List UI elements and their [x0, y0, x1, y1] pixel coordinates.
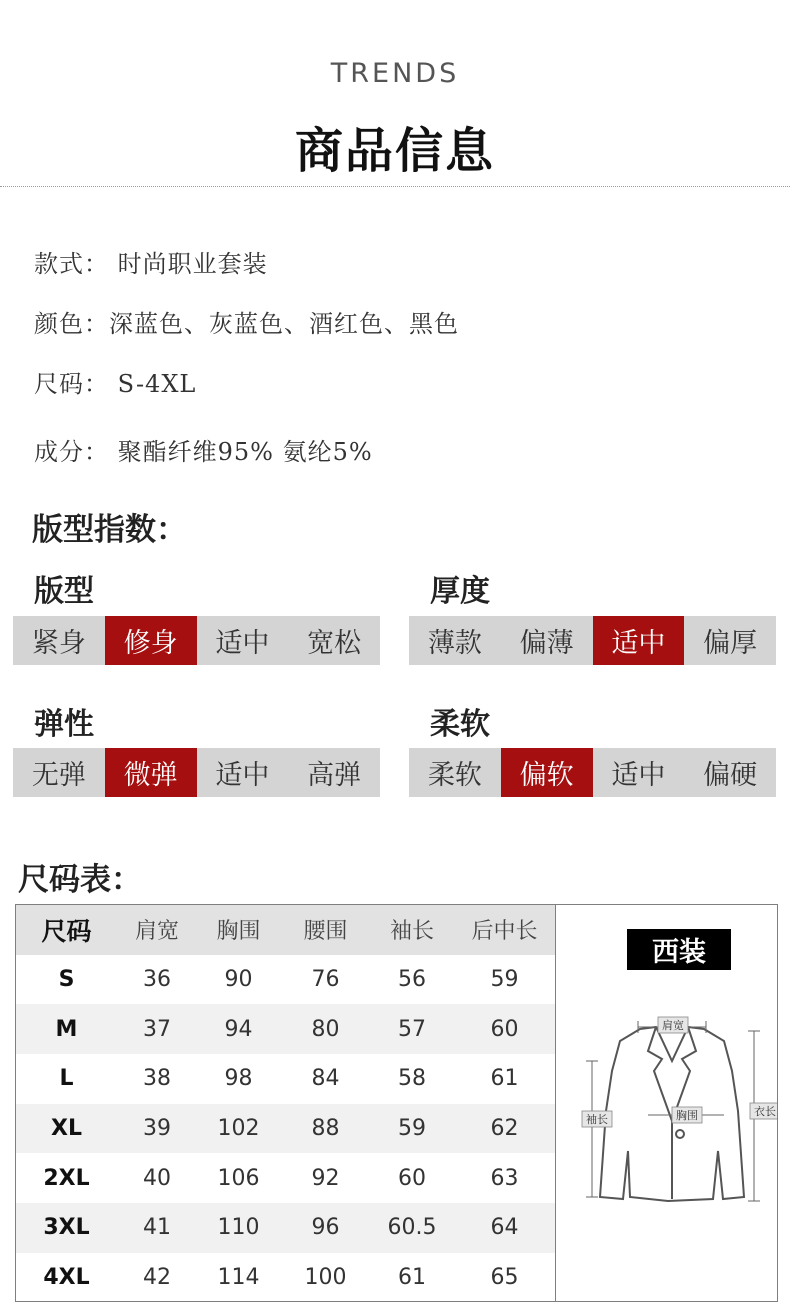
table-row	[16, 1203, 556, 1253]
column-header: 后中长	[453, 905, 556, 955]
table-cell: 58	[398, 1066, 426, 1092]
table-cell: 42	[143, 1265, 171, 1291]
column-header: 尺码	[16, 905, 117, 955]
size-label-cell: 4XL	[43, 1265, 90, 1291]
fit-option: 宽松	[307, 628, 362, 659]
column-header: 袖长	[371, 905, 453, 955]
table-cell: 40	[143, 1165, 171, 1191]
table-cell: 64	[453, 1203, 556, 1253]
table-cell: 60	[398, 1165, 426, 1191]
table-cell: 110	[197, 1203, 280, 1253]
column-header: 肩宽	[117, 905, 197, 955]
table-cell: 96	[280, 1203, 371, 1253]
fit-option: 紧身	[31, 628, 86, 659]
table-cell: 61	[490, 1066, 519, 1092]
table-cell: 63	[490, 1165, 519, 1191]
fit-option-selected: 适中	[593, 616, 685, 665]
table-cell: 61	[398, 1265, 426, 1291]
column-header: 胸围	[197, 905, 280, 955]
table-cell: 100	[304, 1265, 347, 1291]
table-cell: 57	[371, 1004, 453, 1054]
divider	[0, 186, 790, 187]
table-cell: 60.5	[371, 1203, 453, 1253]
info-color: 颜色：深蓝色、灰蓝色、酒红色、黑色	[34, 310, 459, 338]
size-chart-title: 尺码表：	[18, 862, 142, 898]
garment-badge: 西装	[627, 929, 731, 970]
table-cell: 80	[280, 1004, 371, 1054]
fit-group-label: 柔软	[430, 707, 490, 742]
fit-option: 适中	[215, 760, 270, 791]
table-row	[16, 1104, 556, 1154]
column-header: 腰围	[280, 905, 371, 955]
table-cell: 39	[117, 1104, 197, 1154]
table-cell: 62	[453, 1104, 556, 1154]
table-header-row	[16, 905, 556, 955]
fit-bar-thickness	[409, 616, 776, 665]
table-row	[16, 1153, 556, 1203]
table-cell: 114	[217, 1265, 260, 1291]
fit-option: 适中	[215, 628, 270, 659]
table-row	[16, 1054, 556, 1104]
fit-group-label: 厚度	[430, 574, 490, 609]
size-label-cell: M	[16, 1004, 117, 1054]
fit-option-selected: 微弹	[105, 748, 197, 797]
fit-option-selected: 偏软	[501, 748, 593, 797]
diagram-label-shoulder: 肩宽	[662, 1019, 684, 1032]
table-cell: 76	[311, 967, 340, 993]
info-size: 尺码： S-4XL	[34, 370, 197, 398]
table-cell: 41	[117, 1203, 197, 1253]
table-cell: 92	[311, 1165, 340, 1191]
info-style: 款式： 时尚职业套装	[34, 250, 268, 278]
table-row	[16, 1004, 556, 1054]
fit-group-label: 版型	[34, 574, 94, 609]
size-table	[16, 905, 556, 1302]
diagram-label-length: 衣长	[754, 1105, 776, 1118]
fit-bar-fit	[13, 616, 380, 665]
table-cell: 59	[371, 1104, 453, 1154]
info-material: 成分： 聚酯纤维95% 氨纶5%	[34, 438, 373, 466]
fit-option: 柔软	[427, 760, 482, 791]
table-cell: 65	[490, 1265, 519, 1291]
table-cell: 106	[217, 1165, 260, 1191]
size-label-cell: L	[59, 1066, 74, 1092]
fit-group-label: 弹性	[34, 707, 94, 742]
fit-bar-softness	[409, 748, 776, 797]
size-label-cell: 2XL	[43, 1165, 90, 1191]
table-cell: 36	[143, 967, 171, 993]
suit-diagram	[568, 1001, 778, 1211]
fit-option: 偏硬	[703, 760, 758, 791]
table-row	[16, 1253, 556, 1302]
size-label-cell: 3XL	[16, 1203, 117, 1253]
table-cell: 56	[398, 967, 426, 993]
diagram-label-chest: 胸围	[676, 1109, 698, 1122]
table-cell: 38	[143, 1066, 171, 1092]
fit-option: 偏厚	[703, 628, 758, 659]
diagram-label-sleeve: 袖长	[586, 1113, 608, 1126]
table-cell: 102	[197, 1104, 280, 1154]
table-cell: 59	[490, 967, 519, 993]
table-cell: 98	[224, 1066, 253, 1092]
fit-option: 适中	[611, 760, 666, 791]
size-label-cell: S	[58, 967, 75, 993]
table-cell: 37	[117, 1004, 197, 1054]
trends-label: TRENDS	[330, 58, 460, 89]
fit-option: 薄款	[427, 628, 482, 659]
fit-option: 高弹	[307, 760, 362, 791]
fit-option-selected: 修身	[105, 616, 197, 665]
fit-index-title: 版型指数：	[32, 512, 187, 548]
size-label-cell: XL	[16, 1104, 117, 1154]
table-cell: 60	[453, 1004, 556, 1054]
table-divider	[555, 905, 556, 1302]
page-title: 商品信息	[294, 123, 495, 179]
fit-option: 偏薄	[519, 628, 574, 659]
table-cell: 84	[311, 1066, 340, 1092]
table-cell: 94	[197, 1004, 280, 1054]
fit-option: 无弹	[31, 760, 86, 791]
fit-bar-elasticity	[13, 748, 380, 797]
table-row	[16, 955, 556, 1005]
table-cell: 88	[280, 1104, 371, 1154]
size-chart	[15, 904, 778, 1302]
table-cell: 90	[224, 967, 253, 993]
